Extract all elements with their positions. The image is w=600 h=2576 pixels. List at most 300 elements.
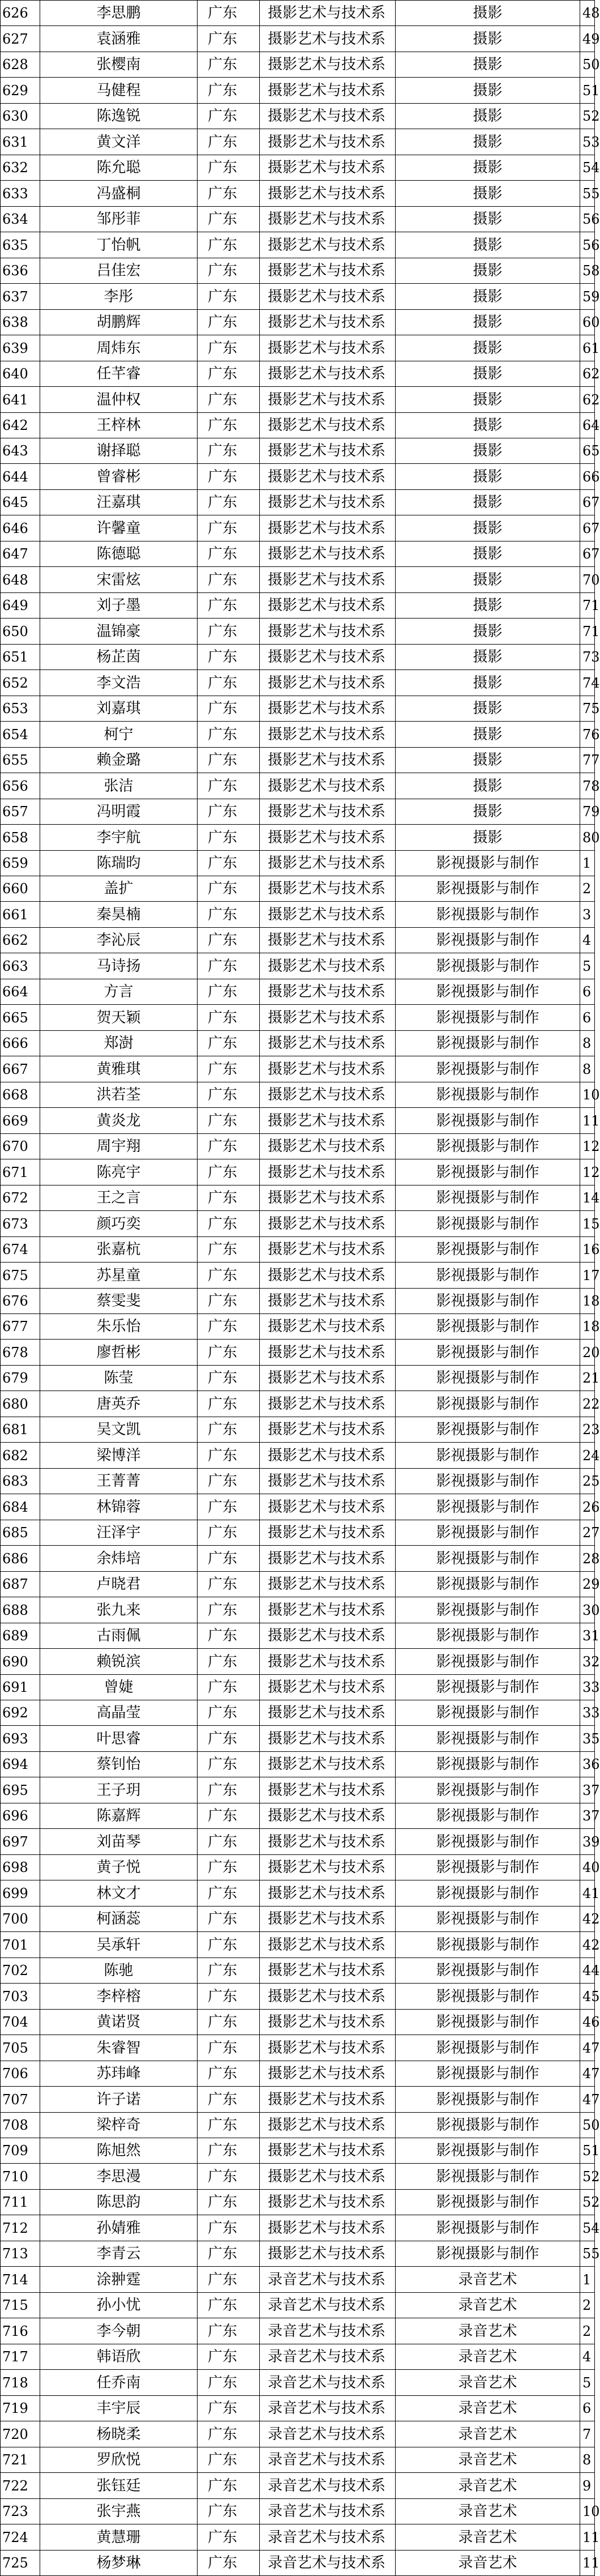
department-cell: 摄影艺术与技术系 xyxy=(260,953,396,979)
table-row xyxy=(1,670,595,696)
row-number-cell: 718 xyxy=(1,2370,40,2396)
rank-in-major-cell: 10 xyxy=(580,1082,595,1108)
major-cell: 摄影 xyxy=(396,129,580,155)
table-row xyxy=(1,1263,595,1289)
table-row xyxy=(1,928,595,953)
student-name-cell: 任乔南 xyxy=(40,2370,198,2396)
rank-in-major-cell: 33 xyxy=(580,1700,595,1726)
table-row xyxy=(1,593,595,619)
major-cell: 摄影 xyxy=(396,515,580,541)
province-cell: 广东 xyxy=(198,2396,260,2421)
table-row xyxy=(1,413,595,438)
department-cell: 摄影艺术与技术系 xyxy=(260,1185,396,1211)
department-cell: 摄影艺术与技术系 xyxy=(260,1494,396,1520)
province-cell: 广东 xyxy=(198,1752,260,1777)
table-row xyxy=(1,1366,595,1391)
province-cell: 广东 xyxy=(198,335,260,361)
rank-in-major-cell: 6 xyxy=(580,1005,595,1031)
major-cell: 摄影 xyxy=(396,490,580,515)
province-cell: 广东 xyxy=(198,2473,260,2499)
rank-in-major-cell: 9 xyxy=(580,2473,595,2499)
table-row xyxy=(1,1572,595,1597)
major-cell: 影视摄影与制作 xyxy=(396,979,580,1005)
rank-in-major-cell: 6 xyxy=(580,979,595,1005)
major-cell: 影视摄影与制作 xyxy=(396,1417,580,1443)
row-number-cell: 635 xyxy=(1,232,40,258)
row-number-cell: 688 xyxy=(1,1597,40,1623)
row-number-cell: 717 xyxy=(1,2344,40,2370)
table-row xyxy=(1,1314,595,1340)
department-cell: 摄影艺术与技术系 xyxy=(260,1675,396,1700)
rank-in-major-cell: 66 xyxy=(580,464,595,490)
department-cell: 摄影艺术与技术系 xyxy=(260,438,396,464)
student-name-cell: 丁怡帆 xyxy=(40,232,198,258)
rank-in-major-cell: 14 xyxy=(580,1185,595,1211)
major-cell: 摄影 xyxy=(396,567,580,593)
table-row xyxy=(1,438,595,464)
rank-in-major-cell: 65 xyxy=(580,438,595,464)
student-name-cell: 张樱南 xyxy=(40,52,198,78)
province-cell: 广东 xyxy=(198,1726,260,1752)
major-cell: 影视摄影与制作 xyxy=(396,1726,580,1752)
major-cell: 摄影 xyxy=(396,645,580,670)
student-name-cell: 孙小忧 xyxy=(40,2293,198,2318)
table-row xyxy=(1,1082,595,1108)
department-cell: 摄影艺术与技术系 xyxy=(260,645,396,670)
row-number-cell: 645 xyxy=(1,490,40,515)
department-cell: 摄影艺术与技术系 xyxy=(260,1082,396,1108)
student-name-cell: 黄雅琪 xyxy=(40,1056,198,1082)
row-number-cell: 676 xyxy=(1,1289,40,1314)
table-row xyxy=(1,1649,595,1675)
row-number-cell: 708 xyxy=(1,2113,40,2138)
major-cell: 影视摄影与制作 xyxy=(396,1289,580,1314)
row-number-cell: 661 xyxy=(1,902,40,928)
row-number-cell: 660 xyxy=(1,876,40,902)
province-cell: 广东 xyxy=(198,1675,260,1700)
student-name-cell: 冯明霞 xyxy=(40,799,198,825)
province-cell: 广东 xyxy=(198,670,260,696)
student-name-cell: 温锦豪 xyxy=(40,619,198,645)
student-name-cell: 宋雷炫 xyxy=(40,567,198,593)
row-number-cell: 639 xyxy=(1,335,40,361)
major-cell: 摄影 xyxy=(396,284,580,310)
department-cell: 摄影艺术与技术系 xyxy=(260,1134,396,1159)
department-cell: 录音艺术与技术系 xyxy=(260,2473,396,2499)
student-name-cell: 黄文洋 xyxy=(40,129,198,155)
department-cell: 摄影艺术与技术系 xyxy=(260,52,396,78)
student-name-cell: 蔡钊怡 xyxy=(40,1752,198,1777)
student-name-cell: 王梓林 xyxy=(40,413,198,438)
rank-in-major-cell: 5 xyxy=(580,953,595,979)
table-row xyxy=(1,1159,595,1185)
major-cell: 影视摄影与制作 xyxy=(396,1005,580,1031)
row-number-cell: 655 xyxy=(1,748,40,773)
student-name-cell: 周炜东 xyxy=(40,335,198,361)
student-name-cell: 周宇翔 xyxy=(40,1134,198,1159)
rank-in-major-cell: 77 xyxy=(580,748,595,773)
department-cell: 摄影艺术与技术系 xyxy=(260,1443,396,1469)
row-number-cell: 715 xyxy=(1,2293,40,2318)
major-cell: 摄影 xyxy=(396,593,580,619)
rank-in-major-cell: 21 xyxy=(580,1366,595,1391)
province-cell: 广东 xyxy=(198,1803,260,1829)
rank-in-major-cell: 10 xyxy=(580,2499,595,2524)
department-cell: 摄影艺术与技术系 xyxy=(260,2061,396,2087)
department-cell: 摄影艺术与技术系 xyxy=(260,1,396,26)
department-cell: 摄影艺术与技术系 xyxy=(260,2010,396,2035)
row-number-cell: 698 xyxy=(1,1855,40,1880)
major-cell: 录音艺术 xyxy=(396,2267,580,2293)
student-name-cell: 苏玮峰 xyxy=(40,2061,198,2087)
rank-in-major-cell: 56 xyxy=(580,207,595,232)
province-cell: 广东 xyxy=(198,2499,260,2524)
row-number-cell: 714 xyxy=(1,2267,40,2293)
province-cell: 广东 xyxy=(198,104,260,129)
major-cell: 摄影 xyxy=(396,361,580,387)
department-cell: 摄影艺术与技术系 xyxy=(260,335,396,361)
rank-in-major-cell: 51 xyxy=(580,2138,595,2164)
row-number-cell: 686 xyxy=(1,1546,40,1572)
province-cell: 广东 xyxy=(198,1082,260,1108)
rank-in-major-cell: 4 xyxy=(580,2344,595,2370)
student-name-cell: 李青云 xyxy=(40,2241,198,2267)
department-cell: 摄影艺术与技术系 xyxy=(260,1777,396,1803)
table-row xyxy=(1,1391,595,1417)
major-cell: 影视摄影与制作 xyxy=(396,2113,580,2138)
department-cell: 录音艺术与技术系 xyxy=(260,2318,396,2344)
major-cell: 摄影 xyxy=(396,748,580,773)
table-row xyxy=(1,181,595,207)
major-cell: 影视摄影与制作 xyxy=(396,1082,580,1108)
row-number-cell: 713 xyxy=(1,2241,40,2267)
student-name-cell: 汪嘉琪 xyxy=(40,490,198,515)
rank-in-major-cell: 26 xyxy=(580,1494,595,1520)
student-name-cell: 李梓榕 xyxy=(40,1984,198,2010)
province-cell: 广东 xyxy=(198,928,260,953)
major-cell: 影视摄影与制作 xyxy=(396,2061,580,2087)
table-row xyxy=(1,2138,595,2164)
department-cell: 摄影艺术与技术系 xyxy=(260,2138,396,2164)
table-row xyxy=(1,696,595,722)
rank-in-major-cell: 48 xyxy=(580,1,595,26)
student-name-cell: 陈亮宇 xyxy=(40,1159,198,1185)
rank-in-major-cell: 18 xyxy=(580,1314,595,1340)
major-cell: 录音艺术 xyxy=(396,2551,580,2576)
major-cell: 影视摄影与制作 xyxy=(396,1984,580,2010)
table-row xyxy=(1,2087,595,2113)
major-cell: 影视摄影与制作 xyxy=(396,1597,580,1623)
province-cell: 广东 xyxy=(198,2138,260,2164)
rank-in-major-cell: 28 xyxy=(580,1546,595,1572)
rank-in-major-cell: 12 xyxy=(580,1159,595,1185)
major-cell: 影视摄影与制作 xyxy=(396,2190,580,2215)
rank-in-major-cell: 15 xyxy=(580,1211,595,1237)
major-cell: 录音艺术 xyxy=(396,2370,580,2396)
rank-in-major-cell: 53 xyxy=(580,129,595,155)
row-number-cell: 710 xyxy=(1,2164,40,2190)
rank-in-major-cell: 37 xyxy=(580,1803,595,1829)
row-number-cell: 667 xyxy=(1,1056,40,1082)
major-cell: 影视摄影与制作 xyxy=(396,1314,580,1340)
student-name-cell: 方言 xyxy=(40,979,198,1005)
row-number-cell: 668 xyxy=(1,1082,40,1108)
student-name-cell: 梁博洋 xyxy=(40,1443,198,1469)
major-cell: 摄影 xyxy=(396,181,580,207)
row-number-cell: 654 xyxy=(1,722,40,748)
major-cell: 摄影 xyxy=(396,438,580,464)
province-cell: 广东 xyxy=(198,1700,260,1726)
row-number-cell: 712 xyxy=(1,2215,40,2241)
table-row xyxy=(1,2061,595,2087)
student-name-cell: 陈驰 xyxy=(40,1958,198,1984)
department-cell: 摄影艺术与技术系 xyxy=(260,670,396,696)
row-number-cell: 695 xyxy=(1,1777,40,1803)
province-cell: 广东 xyxy=(198,413,260,438)
table-row xyxy=(1,1031,595,1056)
department-cell: 摄影艺术与技术系 xyxy=(260,619,396,645)
row-number-cell: 702 xyxy=(1,1958,40,1984)
student-name-cell: 涂翀霆 xyxy=(40,2267,198,2293)
rank-in-major-cell: 22 xyxy=(580,1391,595,1417)
row-number-cell: 680 xyxy=(1,1391,40,1417)
province-cell: 广东 xyxy=(198,1366,260,1391)
row-number-cell: 725 xyxy=(1,2551,40,2576)
row-number-cell: 651 xyxy=(1,645,40,670)
department-cell: 摄影艺术与技术系 xyxy=(260,1366,396,1391)
table-row xyxy=(1,2267,595,2293)
row-number-cell: 678 xyxy=(1,1340,40,1366)
rank-in-major-cell: 49 xyxy=(580,26,595,52)
table-row xyxy=(1,310,595,335)
department-cell: 摄影艺术与技术系 xyxy=(260,1855,396,1880)
student-name-cell: 孙婧雅 xyxy=(40,2215,198,2241)
department-cell: 摄影艺术与技术系 xyxy=(260,515,396,541)
province-cell: 广东 xyxy=(198,490,260,515)
major-cell: 摄影 xyxy=(396,310,580,335)
department-cell: 摄影艺术与技术系 xyxy=(260,2215,396,2241)
student-name-cell: 陈嘉辉 xyxy=(40,1803,198,1829)
major-cell: 影视摄影与制作 xyxy=(396,876,580,902)
department-cell: 摄影艺术与技术系 xyxy=(260,361,396,387)
student-name-cell: 朱睿智 xyxy=(40,2035,198,2061)
student-name-cell: 谢择聪 xyxy=(40,438,198,464)
department-cell: 摄影艺术与技术系 xyxy=(260,207,396,232)
department-cell: 摄影艺术与技术系 xyxy=(260,696,396,722)
department-cell: 录音艺术与技术系 xyxy=(260,2370,396,2396)
department-cell: 摄影艺术与技术系 xyxy=(260,1005,396,1031)
province-cell: 广东 xyxy=(198,2421,260,2447)
major-cell: 摄影 xyxy=(396,78,580,104)
major-cell: 影视摄影与制作 xyxy=(396,1649,580,1675)
major-cell: 影视摄影与制作 xyxy=(396,1494,580,1520)
student-name-cell: 陈瑞昀 xyxy=(40,851,198,876)
province-cell: 广东 xyxy=(198,979,260,1005)
row-number-cell: 684 xyxy=(1,1494,40,1520)
row-number-cell: 707 xyxy=(1,2087,40,2113)
major-cell: 摄影 xyxy=(396,696,580,722)
table-row xyxy=(1,1289,595,1314)
row-number-cell: 692 xyxy=(1,1700,40,1726)
row-number-cell: 663 xyxy=(1,953,40,979)
department-cell: 摄影艺术与技术系 xyxy=(260,1546,396,1572)
province-cell: 广东 xyxy=(198,2318,260,2344)
table-row xyxy=(1,953,595,979)
major-cell: 摄影 xyxy=(396,52,580,78)
table-row xyxy=(1,1211,595,1237)
row-number-cell: 665 xyxy=(1,1005,40,1031)
student-name-cell: 曾睿彬 xyxy=(40,464,198,490)
row-number-cell: 628 xyxy=(1,52,40,78)
major-cell: 影视摄影与制作 xyxy=(396,902,580,928)
table-row xyxy=(1,490,595,515)
row-number-cell: 637 xyxy=(1,284,40,310)
table-row xyxy=(1,2421,595,2447)
student-name-cell: 廖哲彬 xyxy=(40,1340,198,1366)
rank-in-major-cell: 46 xyxy=(580,2010,595,2035)
rank-in-major-cell: 80 xyxy=(580,825,595,851)
table-row xyxy=(1,2524,595,2551)
student-name-cell: 洪若荃 xyxy=(40,1082,198,1108)
rank-in-major-cell: 6 xyxy=(580,2396,595,2421)
department-cell: 摄影艺术与技术系 xyxy=(260,1211,396,1237)
rank-in-major-cell: 44 xyxy=(580,1958,595,1984)
province-cell: 广东 xyxy=(198,2241,260,2267)
table-row xyxy=(1,1237,595,1263)
province-cell: 广东 xyxy=(198,1597,260,1623)
rank-in-major-cell: 52 xyxy=(580,2164,595,2190)
major-cell: 摄影 xyxy=(396,541,580,567)
department-cell: 摄影艺术与技术系 xyxy=(260,1623,396,1649)
row-number-cell: 659 xyxy=(1,851,40,876)
department-cell: 摄影艺术与技术系 xyxy=(260,1829,396,1855)
department-cell: 摄影艺术与技术系 xyxy=(260,26,396,52)
major-cell: 影视摄影与制作 xyxy=(396,1520,580,1546)
row-number-cell: 689 xyxy=(1,1623,40,1649)
department-cell: 录音艺术与技术系 xyxy=(260,2551,396,2576)
major-cell: 摄影 xyxy=(396,619,580,645)
student-name-cell: 秦昊楠 xyxy=(40,902,198,928)
major-cell: 摄影 xyxy=(396,1,580,26)
department-cell: 摄影艺术与技术系 xyxy=(260,2241,396,2267)
table-row xyxy=(1,1700,595,1726)
rank-in-major-cell: 71 xyxy=(580,593,595,619)
table-row xyxy=(1,361,595,387)
table-row xyxy=(1,387,595,413)
major-cell: 影视摄影与制作 xyxy=(396,1546,580,1572)
table-row xyxy=(1,722,595,748)
province-cell: 广东 xyxy=(198,2190,260,2215)
student-name-cell: 黄子悦 xyxy=(40,1855,198,1880)
table-row xyxy=(1,2499,595,2524)
student-name-cell: 许馨童 xyxy=(40,515,198,541)
province-cell: 广东 xyxy=(198,1546,260,1572)
major-cell: 摄影 xyxy=(396,722,580,748)
student-name-cell: 邹彤菲 xyxy=(40,207,198,232)
row-number-cell: 638 xyxy=(1,310,40,335)
row-number-cell: 632 xyxy=(1,155,40,181)
table-row xyxy=(1,1494,595,1520)
rank-in-major-cell: 54 xyxy=(580,2215,595,2241)
major-cell: 摄影 xyxy=(396,773,580,799)
major-cell: 影视摄影与制作 xyxy=(396,1108,580,1134)
rank-in-major-cell: 5 xyxy=(580,2370,595,2396)
student-name-cell: 陈思韵 xyxy=(40,2190,198,2215)
province-cell: 广东 xyxy=(198,1623,260,1649)
row-number-cell: 650 xyxy=(1,619,40,645)
student-name-cell: 刘苗琴 xyxy=(40,1829,198,1855)
major-cell: 摄影 xyxy=(396,464,580,490)
province-cell: 广东 xyxy=(198,1134,260,1159)
rank-in-major-cell: 78 xyxy=(580,773,595,799)
student-name-cell: 李沁辰 xyxy=(40,928,198,953)
major-cell: 录音艺术 xyxy=(396,2318,580,2344)
department-cell: 摄影艺术与技术系 xyxy=(260,78,396,104)
rank-in-major-cell: 47 xyxy=(580,2061,595,2087)
student-name-cell: 林文才 xyxy=(40,1880,198,1907)
major-cell: 影视摄影与制作 xyxy=(396,928,580,953)
row-number-cell: 633 xyxy=(1,181,40,207)
rank-in-major-cell: 11 xyxy=(580,2524,595,2551)
major-cell: 录音艺术 xyxy=(396,2473,580,2499)
rank-in-major-cell: 79 xyxy=(580,799,595,825)
department-cell: 摄影艺术与技术系 xyxy=(260,490,396,515)
department-cell: 摄影艺术与技术系 xyxy=(260,1752,396,1777)
department-cell: 摄影艺术与技术系 xyxy=(260,258,396,284)
major-cell: 摄影 xyxy=(396,799,580,825)
row-number-cell: 671 xyxy=(1,1159,40,1185)
row-number-cell: 657 xyxy=(1,799,40,825)
student-name-cell: 罗欣悦 xyxy=(40,2447,198,2473)
province-cell: 广东 xyxy=(198,1185,260,1211)
table-row xyxy=(1,1880,595,1907)
province-cell: 广东 xyxy=(198,541,260,567)
table-row xyxy=(1,851,595,876)
major-cell: 影视摄影与制作 xyxy=(396,1777,580,1803)
table-row xyxy=(1,773,595,799)
table-row xyxy=(1,567,595,593)
major-cell: 影视摄影与制作 xyxy=(396,1752,580,1777)
table-row xyxy=(1,26,595,52)
major-cell: 影视摄影与制作 xyxy=(396,1907,580,1932)
province-cell: 广东 xyxy=(198,258,260,284)
province-cell: 广东 xyxy=(198,207,260,232)
department-cell: 摄影艺术与技术系 xyxy=(260,1417,396,1443)
major-cell: 影视摄影与制作 xyxy=(396,1958,580,1984)
province-cell: 广东 xyxy=(198,1005,260,1031)
province-cell: 广东 xyxy=(198,2267,260,2293)
table-row xyxy=(1,902,595,928)
department-cell: 摄影艺术与技术系 xyxy=(260,1314,396,1340)
student-name-cell: 叶思睿 xyxy=(40,1726,198,1752)
table-row xyxy=(1,335,595,361)
row-number-cell: 652 xyxy=(1,670,40,696)
rank-in-major-cell: 25 xyxy=(580,1469,595,1494)
major-cell: 影视摄影与制作 xyxy=(396,2164,580,2190)
table-row xyxy=(1,2318,595,2344)
row-number-cell: 675 xyxy=(1,1263,40,1289)
rank-in-major-cell: 35 xyxy=(580,1726,595,1752)
major-cell: 影视摄影与制作 xyxy=(396,1700,580,1726)
major-cell: 影视摄影与制作 xyxy=(396,2241,580,2267)
rank-in-major-cell: 17 xyxy=(580,1263,595,1289)
row-number-cell: 674 xyxy=(1,1237,40,1263)
rank-in-major-cell: 64 xyxy=(580,413,595,438)
table-row xyxy=(1,78,595,104)
rank-in-major-cell: 47 xyxy=(580,2087,595,2113)
student-name-cell: 赖金璐 xyxy=(40,748,198,773)
province-cell: 广东 xyxy=(198,773,260,799)
